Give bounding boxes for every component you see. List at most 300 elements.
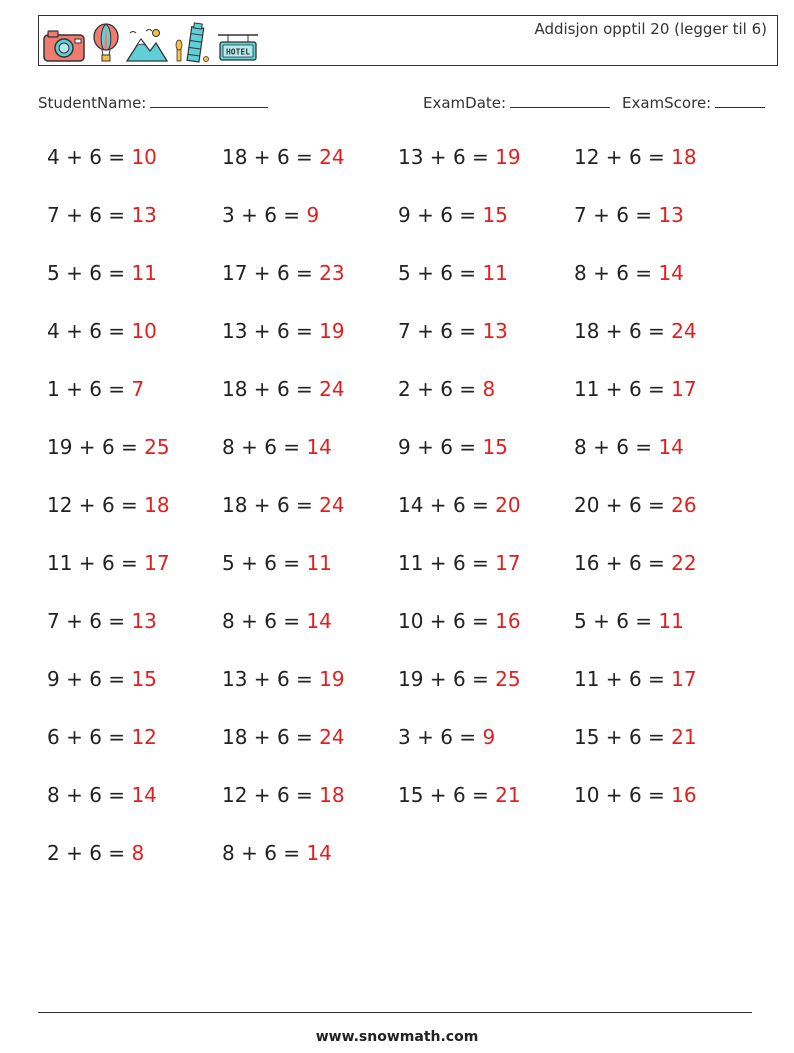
problem-operator: + <box>59 319 90 343</box>
problem-addend: 6 <box>628 783 642 807</box>
sheet-title: Addisjon opptil 20 (legger til 6) <box>534 20 767 38</box>
problem-addend: 6 <box>276 493 290 517</box>
hotel-sign-text: HOTEL <box>225 47 251 57</box>
problem-item <box>574 435 684 459</box>
problem-addend: 6 <box>264 435 277 459</box>
problem-item <box>222 725 345 749</box>
problem-item <box>222 435 332 459</box>
problem-item <box>574 319 697 343</box>
problem-expression: 6 <box>47 725 60 749</box>
problem-equals: = <box>289 145 320 169</box>
problem-expression: 11 <box>398 551 424 575</box>
problem-item <box>47 435 170 459</box>
problem-expression: 13 <box>222 667 248 691</box>
problem-operator: + <box>59 261 90 285</box>
hotel-sign-icon <box>216 33 260 63</box>
problem-expression: 8 <box>222 435 235 459</box>
problem-operator: + <box>423 551 453 575</box>
footer-divider <box>38 1012 752 1013</box>
problem-expression: 17 <box>222 261 248 285</box>
problem-addend: 6 <box>452 551 466 575</box>
problem-item <box>47 551 170 575</box>
problem-item <box>398 783 521 807</box>
problem-answer: 24 <box>319 145 345 169</box>
problem-addend: 6 <box>101 435 115 459</box>
problem-operator: + <box>247 145 277 169</box>
problem-addend: 6 <box>628 377 642 401</box>
problem-answer: 24 <box>319 725 345 749</box>
problem-addend: 6 <box>276 377 290 401</box>
problem-expression: 2 <box>47 841 60 865</box>
problem-expression: 8 <box>574 435 587 459</box>
hot-air-balloon-icon <box>92 23 120 63</box>
problem-answer: 15 <box>131 667 157 691</box>
problem-operator: + <box>599 145 629 169</box>
problem-expression: 9 <box>398 435 411 459</box>
problem-operator: + <box>423 493 453 517</box>
problem-operator: + <box>586 609 617 633</box>
problem-expression: 18 <box>222 493 248 517</box>
problem-operator: + <box>247 377 277 401</box>
exam-score-label: ExamScore: <box>622 94 712 112</box>
problem-item <box>398 609 521 633</box>
problem-addend: 6 <box>264 203 277 227</box>
problem-addend: 6 <box>616 435 629 459</box>
problem-equals: = <box>452 377 483 401</box>
problem-equals: = <box>641 377 672 401</box>
problem-operator: + <box>234 551 265 575</box>
problem-item <box>47 377 144 401</box>
student-name-field[interactable] <box>38 93 268 112</box>
problem-expression: 12 <box>222 783 248 807</box>
problem-operator: + <box>234 841 265 865</box>
problem-expression: 7 <box>398 319 411 343</box>
problem-answer: 13 <box>482 319 508 343</box>
problem-equals: = <box>276 203 307 227</box>
problem-operator: + <box>234 203 265 227</box>
problem-addend: 6 <box>628 725 642 749</box>
problem-addend: 6 <box>616 609 629 633</box>
problem-item <box>398 319 508 343</box>
problem-addend: 6 <box>89 609 102 633</box>
problem-expression: 11 <box>574 667 600 691</box>
problem-item <box>398 435 508 459</box>
problem-operator: + <box>72 493 102 517</box>
header-box <box>38 15 778 66</box>
problem-expression: 4 <box>47 145 60 169</box>
problem-addend: 6 <box>264 551 277 575</box>
exam-date-line[interactable] <box>510 93 610 108</box>
problem-answer: 21 <box>495 783 521 807</box>
student-name-line[interactable] <box>150 93 268 108</box>
exam-date-field[interactable] <box>423 93 610 112</box>
problem-answer: 18 <box>319 783 345 807</box>
problem-equals: = <box>101 377 132 401</box>
problem-answer: 13 <box>658 203 684 227</box>
problem-item <box>574 783 697 807</box>
problem-addend: 6 <box>89 261 102 285</box>
problem-addend: 6 <box>452 667 466 691</box>
problem-operator: + <box>586 261 617 285</box>
problem-item <box>398 203 508 227</box>
problem-operator: + <box>247 667 277 691</box>
problem-item <box>47 783 157 807</box>
problem-item <box>574 609 684 633</box>
problem-equals: = <box>114 435 145 459</box>
problem-expression: 14 <box>398 493 424 517</box>
problem-expression: 10 <box>574 783 600 807</box>
problem-answer: 24 <box>319 493 345 517</box>
mountains-icon <box>126 27 168 63</box>
problem-operator: + <box>59 203 90 227</box>
problem-operator: + <box>247 493 277 517</box>
problem-equals: = <box>452 261 483 285</box>
problem-equals: = <box>641 493 672 517</box>
problem-expression: 19 <box>398 667 424 691</box>
problem-operator: + <box>234 609 265 633</box>
problem-equals: = <box>101 203 132 227</box>
problem-addend: 6 <box>276 725 290 749</box>
problem-expression: 20 <box>574 493 600 517</box>
problem-answer: 9 <box>482 725 496 749</box>
problem-answer: 12 <box>131 725 157 749</box>
problem-equals: = <box>276 435 307 459</box>
problem-item <box>47 203 157 227</box>
exam-score-field[interactable] <box>622 93 765 112</box>
problem-expression: 11 <box>574 377 600 401</box>
problem-equals: = <box>289 493 320 517</box>
problem-item <box>47 725 157 749</box>
problem-item <box>47 609 157 633</box>
problem-equals: = <box>276 551 307 575</box>
problem-addend: 6 <box>452 145 466 169</box>
problem-expression: 2 <box>398 377 411 401</box>
problem-addend: 6 <box>276 319 290 343</box>
problem-equals: = <box>289 783 320 807</box>
problem-answer: 22 <box>671 551 697 575</box>
problem-expression: 18 <box>222 145 248 169</box>
problem-item <box>574 725 697 749</box>
problem-item <box>574 377 697 401</box>
problem-answer: 17 <box>144 551 170 575</box>
problem-operator: + <box>59 377 90 401</box>
problem-operator: + <box>599 493 629 517</box>
problem-item <box>222 551 332 575</box>
problem-operator: + <box>586 203 617 227</box>
problem-expression: 8 <box>222 609 235 633</box>
problem-operator: + <box>423 783 453 807</box>
problem-equals: = <box>276 609 307 633</box>
problem-operator: + <box>410 725 441 749</box>
problem-answer: 8 <box>131 841 145 865</box>
problem-expression: 9 <box>47 667 60 691</box>
problem-item <box>47 667 157 691</box>
problem-expression: 5 <box>47 261 60 285</box>
problem-item <box>398 667 521 691</box>
problem-answer: 14 <box>306 841 332 865</box>
problem-answer: 24 <box>319 377 345 401</box>
problem-equals: = <box>101 145 132 169</box>
problem-answer: 14 <box>306 435 332 459</box>
problem-equals: = <box>628 261 659 285</box>
problem-addend: 6 <box>628 493 642 517</box>
problem-expression: 8 <box>574 261 587 285</box>
problem-operator: + <box>59 841 90 865</box>
footer-url: www.snowmath.com <box>315 1029 479 1045</box>
problem-equals: = <box>465 145 496 169</box>
problem-equals: = <box>114 493 145 517</box>
problem-equals: = <box>465 493 496 517</box>
problem-equals: = <box>628 435 659 459</box>
problem-answer: 23 <box>319 261 345 285</box>
problem-expression: 9 <box>398 203 411 227</box>
header-icons <box>42 21 260 63</box>
problem-item <box>222 203 319 227</box>
problem-operator: + <box>72 435 102 459</box>
problem-item <box>574 493 697 517</box>
problem-addend: 6 <box>628 145 642 169</box>
problem-operator: + <box>410 435 441 459</box>
problem-expression: 12 <box>574 145 600 169</box>
problem-addend: 6 <box>276 783 290 807</box>
problem-equals: = <box>276 841 307 865</box>
problem-answer: 10 <box>131 319 157 343</box>
problem-operator: + <box>59 667 90 691</box>
problem-answer: 17 <box>495 551 521 575</box>
problem-answer: 11 <box>131 261 157 285</box>
problem-item <box>222 609 332 633</box>
problem-answer: 18 <box>671 145 697 169</box>
problem-expression: 15 <box>574 725 600 749</box>
problem-addend: 6 <box>89 145 102 169</box>
problem-answer: 16 <box>495 609 521 633</box>
problem-equals: = <box>641 145 672 169</box>
problem-equals: = <box>452 435 483 459</box>
problem-expression: 18 <box>222 725 248 749</box>
problem-expression: 15 <box>398 783 424 807</box>
problem-equals: = <box>101 841 132 865</box>
camera-icon <box>42 29 86 63</box>
problem-operator: + <box>599 667 629 691</box>
problem-equals: = <box>101 783 132 807</box>
problem-item <box>574 551 697 575</box>
problem-expression: 8 <box>222 841 235 865</box>
problem-expression: 13 <box>398 145 424 169</box>
problem-equals: = <box>452 319 483 343</box>
problem-equals: = <box>452 203 483 227</box>
problem-operator: + <box>423 667 453 691</box>
problem-operator: + <box>599 725 629 749</box>
problem-operator: + <box>59 783 90 807</box>
problem-expression: 1 <box>47 377 60 401</box>
problem-item <box>222 319 345 343</box>
problem-item <box>222 783 345 807</box>
problem-operator: + <box>410 203 441 227</box>
problem-answer: 14 <box>306 609 332 633</box>
problem-answer: 13 <box>131 203 157 227</box>
problem-answer: 13 <box>131 609 157 633</box>
problem-expression: 3 <box>222 203 235 227</box>
problem-expression: 7 <box>574 203 587 227</box>
problem-item <box>47 261 157 285</box>
problem-addend: 6 <box>440 203 453 227</box>
problem-item <box>222 841 332 865</box>
problem-operator: + <box>247 261 277 285</box>
problem-operator: + <box>599 377 629 401</box>
student-name-label: StudentName: <box>38 94 147 112</box>
problem-expression: 18 <box>574 319 600 343</box>
problem-addend: 6 <box>101 493 115 517</box>
problem-addend: 6 <box>452 783 466 807</box>
problem-addend: 6 <box>440 435 453 459</box>
problem-expression: 5 <box>398 261 411 285</box>
problem-item <box>398 493 521 517</box>
problem-answer: 19 <box>319 319 345 343</box>
problem-operator: + <box>410 261 441 285</box>
problem-expression: 3 <box>398 725 411 749</box>
problem-answer: 10 <box>131 145 157 169</box>
problem-addend: 6 <box>628 667 642 691</box>
problem-expression: 10 <box>398 609 424 633</box>
problem-operator: + <box>423 145 453 169</box>
problem-equals: = <box>289 261 320 285</box>
problem-expression: 18 <box>222 377 248 401</box>
problem-addend: 6 <box>89 377 102 401</box>
problem-answer: 7 <box>131 377 145 401</box>
problem-answer: 14 <box>131 783 157 807</box>
problem-addend: 6 <box>276 261 290 285</box>
problem-item <box>574 203 684 227</box>
problem-equals: = <box>465 783 496 807</box>
problem-addend: 6 <box>89 203 102 227</box>
problem-equals: = <box>465 551 496 575</box>
problem-operator: + <box>599 551 629 575</box>
problem-operator: + <box>247 783 277 807</box>
problem-item <box>398 725 495 749</box>
problem-equals: = <box>465 609 496 633</box>
problem-operator: + <box>410 319 441 343</box>
problem-addend: 6 <box>452 493 466 517</box>
problem-answer: 16 <box>671 783 697 807</box>
problem-addend: 6 <box>89 725 102 749</box>
problem-equals: = <box>641 319 672 343</box>
problem-item <box>398 551 521 575</box>
problem-answer: 9 <box>306 203 320 227</box>
problem-addend: 6 <box>440 725 453 749</box>
problem-item <box>222 261 345 285</box>
problem-addend: 6 <box>89 667 102 691</box>
problem-equals: = <box>101 609 132 633</box>
problem-answer: 25 <box>144 435 170 459</box>
problem-equals: = <box>465 667 496 691</box>
problem-addend: 6 <box>452 609 466 633</box>
problem-equals: = <box>289 725 320 749</box>
problem-answer: 19 <box>319 667 345 691</box>
problem-expression: 13 <box>222 319 248 343</box>
problem-answer: 19 <box>495 145 521 169</box>
problem-operator: + <box>59 145 90 169</box>
problem-addend: 6 <box>628 319 642 343</box>
problem-addend: 6 <box>276 145 290 169</box>
problem-answer: 24 <box>671 319 697 343</box>
problem-expression: 8 <box>47 783 60 807</box>
problem-item <box>574 261 684 285</box>
problem-item <box>398 261 508 285</box>
problem-item <box>222 145 345 169</box>
problem-addend: 6 <box>89 319 102 343</box>
problem-operator: + <box>59 609 90 633</box>
problem-operator: + <box>599 319 629 343</box>
exam-date-label: ExamDate: <box>423 94 507 112</box>
problem-operator: + <box>234 435 265 459</box>
problem-equals: = <box>641 551 672 575</box>
exam-score-line[interactable] <box>715 93 765 108</box>
problem-answer: 21 <box>671 725 697 749</box>
problem-equals: = <box>641 667 672 691</box>
problem-equals: = <box>628 609 659 633</box>
problem-expression: 16 <box>574 551 600 575</box>
problem-item <box>574 145 697 169</box>
problem-addend: 6 <box>616 261 629 285</box>
problem-item <box>47 319 157 343</box>
problem-item <box>222 667 345 691</box>
problem-addend: 6 <box>440 319 453 343</box>
problem-equals: = <box>289 377 320 401</box>
problem-addend: 6 <box>89 783 102 807</box>
problem-answer: 26 <box>671 493 697 517</box>
problem-equals: = <box>101 261 132 285</box>
problem-answer: 15 <box>482 203 508 227</box>
problem-addend: 6 <box>440 261 453 285</box>
problem-item <box>222 493 345 517</box>
problem-expression: 11 <box>47 551 73 575</box>
problem-item <box>574 667 697 691</box>
problem-expression: 7 <box>47 203 60 227</box>
problem-answer: 15 <box>482 435 508 459</box>
problem-equals: = <box>114 551 145 575</box>
problem-operator: + <box>247 725 277 749</box>
problem-item <box>47 493 170 517</box>
problem-addend: 6 <box>101 551 115 575</box>
problem-addend: 6 <box>89 841 102 865</box>
problem-operator: + <box>423 609 453 633</box>
problem-answer: 17 <box>671 667 697 691</box>
problem-answer: 25 <box>495 667 521 691</box>
problem-addend: 6 <box>264 841 277 865</box>
problem-addend: 6 <box>276 667 290 691</box>
problem-expression: 5 <box>574 609 587 633</box>
problem-answer: 11 <box>658 609 684 633</box>
problem-answer: 8 <box>482 377 496 401</box>
problem-addend: 6 <box>628 551 642 575</box>
problem-equals: = <box>289 667 320 691</box>
problem-operator: + <box>599 783 629 807</box>
problem-operator: + <box>247 319 277 343</box>
problem-equals: = <box>101 319 132 343</box>
problem-addend: 6 <box>264 609 277 633</box>
problem-item <box>47 145 157 169</box>
problem-equals: = <box>641 783 672 807</box>
problem-answer: 11 <box>306 551 332 575</box>
problem-item <box>222 377 345 401</box>
problem-expression: 5 <box>222 551 235 575</box>
problem-item <box>398 377 495 401</box>
problem-equals: = <box>452 725 483 749</box>
problem-addend: 6 <box>616 203 629 227</box>
problem-equals: = <box>641 725 672 749</box>
problem-operator: + <box>586 435 617 459</box>
problem-expression: 4 <box>47 319 60 343</box>
